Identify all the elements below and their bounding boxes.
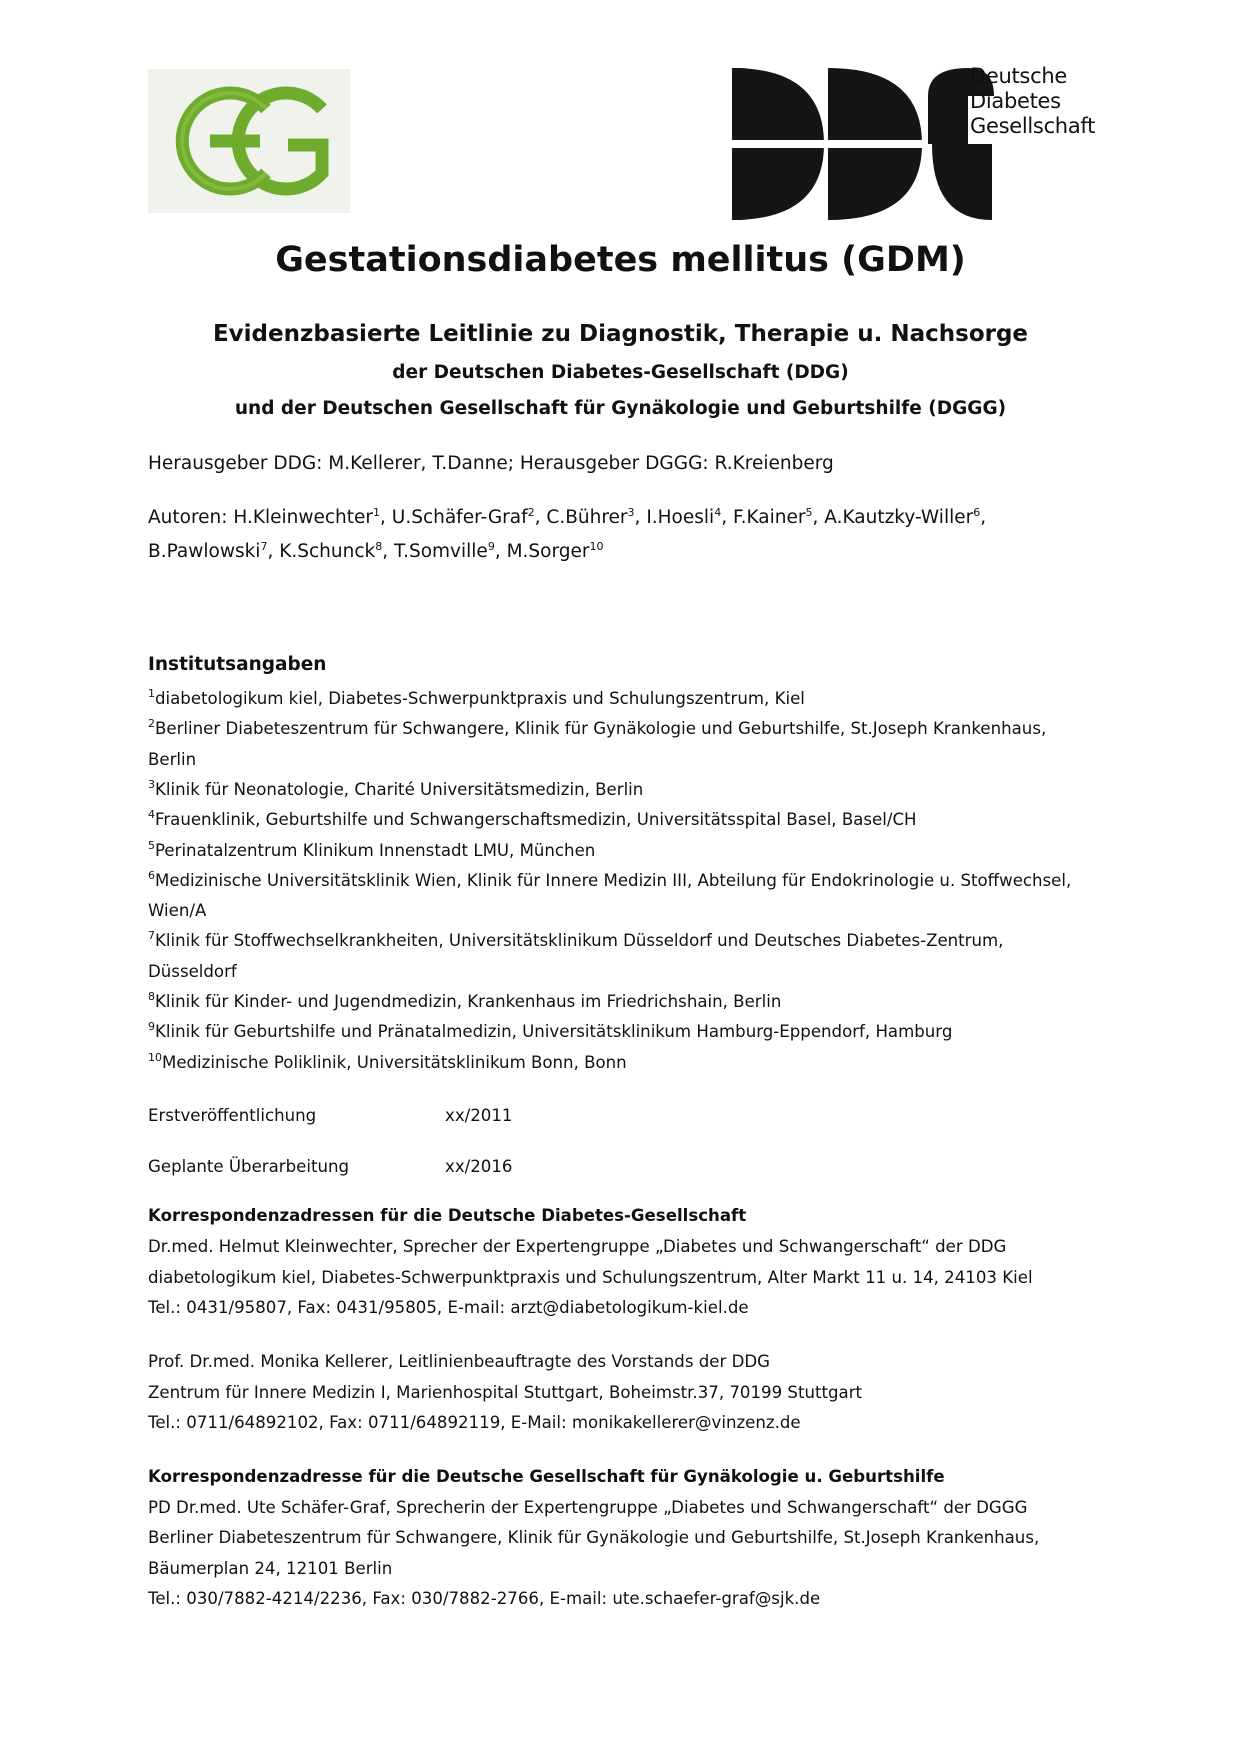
institution-text: Klinik für Neonatologie, Charité Universitätsmedizin, Berlin xyxy=(155,780,644,799)
institution-line xyxy=(148,930,1003,952)
author-name: F.Kainer xyxy=(732,507,806,528)
author-affiliation-number: 3 xyxy=(627,506,635,519)
subline-ddg: der Deutschen Diabetes-Gesellschaft (DDG) xyxy=(392,362,849,383)
institution-text: Klinik für Kinder- und Jugendmedizin, Krankenhaus im Friedrichshain, Berlin xyxy=(155,992,782,1011)
author-name: M.Sorger xyxy=(506,541,590,562)
author-name: U.Schäfer-Graf xyxy=(391,507,528,528)
correspondence-ddg-line: diabetologikum kiel, Diabetes-Schwerpunktpraxis und Schulungszentrum, Alter Markt 11 u. 14, 24103 Kiel xyxy=(148,1268,1033,1287)
authors-line-1: Autoren: H.Kleinwechter$^1$, U.Schäfer-Graf$^2$, C.Bührer$^3$, I.Hoesli$^4$, F.Kainer$^5$, A.Kautzky-Willer$^6$, xyxy=(148,506,987,528)
institution-line xyxy=(148,961,237,983)
correspondence-ddg-heading: Korrespondenzadressen für die Deutsche Diabetes-Gesellschaft xyxy=(148,1206,747,1225)
correspondence-ddg-line: Tel.: 0431/95807, Fax: 0431/95805, E-mail: arzt@diabetologikum-kiel.de xyxy=(148,1298,749,1317)
first-publication-value: xx/2011 xyxy=(445,1106,513,1125)
institution-number: 2 xyxy=(148,717,155,730)
author-affiliation-number: 1 xyxy=(373,506,381,519)
institution-number: 3 xyxy=(148,778,155,791)
institution-text: diabetologikum kiel, Diabetes-Schwerpunktpraxis und Schulungszentrum, Kiel xyxy=(155,689,805,708)
correspondence-ddg-line: Zentrum für Innere Medizin I, Marienhospital Stuttgart, Boheimstr.37, 70199 Stuttgart xyxy=(148,1383,863,1402)
institution-number: 7 xyxy=(148,929,155,942)
institution-line xyxy=(148,688,805,710)
ddg-logo-line-1: Deutsche xyxy=(970,64,1067,88)
institution-line xyxy=(148,809,917,831)
institution-text: Klinik für Geburtshilfe und Pränatalmedizin, Universitätsklinikum Hamburg-Eppendorf, Hamburg xyxy=(155,1022,953,1041)
correspondence-ddg-line: Tel.: 0711/64892102, Fax: 0711/64892119, E-Mail: monikakellerer@vinzenz.de xyxy=(148,1413,801,1432)
revision-label: Geplante Überarbeitung xyxy=(148,1157,350,1176)
institution-text: Berlin xyxy=(148,750,197,769)
ddg-logo-line-3: Gesellschaft xyxy=(970,114,1096,138)
institution-line xyxy=(148,840,595,862)
institution-number: 6 xyxy=(148,869,155,882)
dggg-logo xyxy=(148,69,350,213)
institution-text: Perinatalzentrum Klinikum Innenstadt LMU, München xyxy=(155,841,596,860)
author-affiliation-number: 10 xyxy=(589,540,604,553)
institution-text: Düsseldorf xyxy=(148,962,237,981)
institution-line xyxy=(148,1052,627,1074)
author-name: I.Hoesli xyxy=(646,507,715,528)
institution-number: 10 xyxy=(148,1051,162,1064)
author-name: H.Kleinwechter xyxy=(233,507,374,528)
institution-line xyxy=(148,900,206,922)
institution-line xyxy=(148,749,196,771)
correspondence-ddg-line: Dr.med. Helmut Kleinwechter, Sprecher der Expertengruppe „Diabetes und Schwangerschaft“ der DDG xyxy=(148,1237,1007,1256)
author-affiliation-number: 8 xyxy=(375,540,383,553)
institution-line xyxy=(148,991,781,1013)
ddg-logo-line-2: Diabetes xyxy=(970,89,1061,113)
author-affiliation-number: 4 xyxy=(714,506,722,519)
author-affiliation-number: 9 xyxy=(487,540,495,553)
authors-label: Autoren: xyxy=(148,507,234,528)
institution-line xyxy=(148,870,1071,892)
document-title: Gestationsdiabetes mellitus (GDM) xyxy=(275,240,966,280)
institution-number: 8 xyxy=(148,990,155,1003)
institution-line xyxy=(148,1021,952,1043)
institution-line xyxy=(148,718,1046,740)
editors-line: Herausgeber DDG: M.Kellerer, T.Danne; Herausgeber DGGG: R.Kreienberg xyxy=(148,453,834,474)
correspondence-dggg-line: PD Dr.med. Ute Schäfer-Graf, Sprecherin der Expertengruppe „Diabetes und Schwangerschaft“ der DGGG xyxy=(148,1498,1028,1517)
correspondence-ddg-line: Prof. Dr.med. Monika Kellerer, Leitlinienbeauftragte des Vorstands der DDG xyxy=(148,1352,770,1371)
first-publication-label: Erstveröffentlichung xyxy=(148,1106,317,1125)
ddg-logo-text xyxy=(970,64,1095,139)
subline-dggg: und der Deutschen Gesellschaft für Gynäkologie und Geburtshilfe (DGGG) xyxy=(234,398,1007,419)
author-affiliation-number: 5 xyxy=(805,506,813,519)
author-name: T.Somville xyxy=(393,541,488,562)
document-subtitle: Evidenzbasierte Leitlinie zu Diagnostik, Therapie u. Nachsorge xyxy=(212,321,1029,347)
institution-text: Medizinische Universitätsklinik Wien, Klinik für Innere Medizin III, Abteilung für Endokrinologie u. Stoffwechsel, xyxy=(155,871,1072,890)
author-name: A.Kautzky-Willer xyxy=(824,507,974,528)
correspondence-dggg-line: Berliner Diabeteszentrum für Schwangere, Klinik für Gynäkologie und Geburtshilfe, St.Joseph Krankenhaus, xyxy=(148,1528,1040,1547)
author-affiliation-number: 2 xyxy=(527,506,535,519)
institutions-heading: Institutsangaben xyxy=(148,654,327,675)
institution-number: 9 xyxy=(148,1020,155,1033)
author-name: C.Bührer xyxy=(546,507,628,528)
author-name: K.Schunck xyxy=(279,541,376,562)
institution-text: Berliner Diabeteszentrum für Schwangere, Klinik für Gynäkologie und Geburtshilfe, St.Joseph Krankenhaus, xyxy=(155,719,1047,738)
institution-number: 4 xyxy=(148,808,155,821)
institution-text: Frauenklinik, Geburtshilfe und Schwangerschaftsmedizin, Universitätsspital Basel, Basel/CH xyxy=(155,810,917,829)
revision-value: xx/2016 xyxy=(445,1157,513,1176)
correspondence-dggg-line: Tel.: 030/7882-4214/2236, Fax: 030/7882-2766, E-mail: ute.schaefer-graf@sjk.de xyxy=(148,1589,821,1608)
institution-number: 5 xyxy=(148,839,155,852)
author-affiliation-number: 6 xyxy=(973,506,981,519)
institution-text: Medizinische Poliklinik, Universitätsklinikum Bonn, Bonn xyxy=(162,1053,627,1072)
dggg-logo-icon xyxy=(148,69,350,213)
institution-text: Wien/A xyxy=(148,901,207,920)
institution-line xyxy=(148,779,643,801)
author-affiliation-number: 7 xyxy=(260,540,268,553)
institution-text: Klinik für Stoffwechselkrankheiten, Universitätsklinikum Düsseldorf und Deutsches Diabetes-Zentrum, xyxy=(155,931,1004,950)
author-name: B.Pawlowski xyxy=(148,541,261,562)
correspondence-dggg-line: Bäumerplan 24, 12101 Berlin xyxy=(148,1559,393,1578)
institution-number: 1 xyxy=(148,687,155,700)
correspondence-dggg-heading: Korrespondenzadresse für die Deutsche Gesellschaft für Gynäkologie u. Geburtshilfe xyxy=(148,1467,945,1486)
authors-line-2: B.Pawlowski$^7$, K.Schunck$^8$, T.Somville$^9$, M.Sorger$^{10}$ xyxy=(148,540,604,562)
